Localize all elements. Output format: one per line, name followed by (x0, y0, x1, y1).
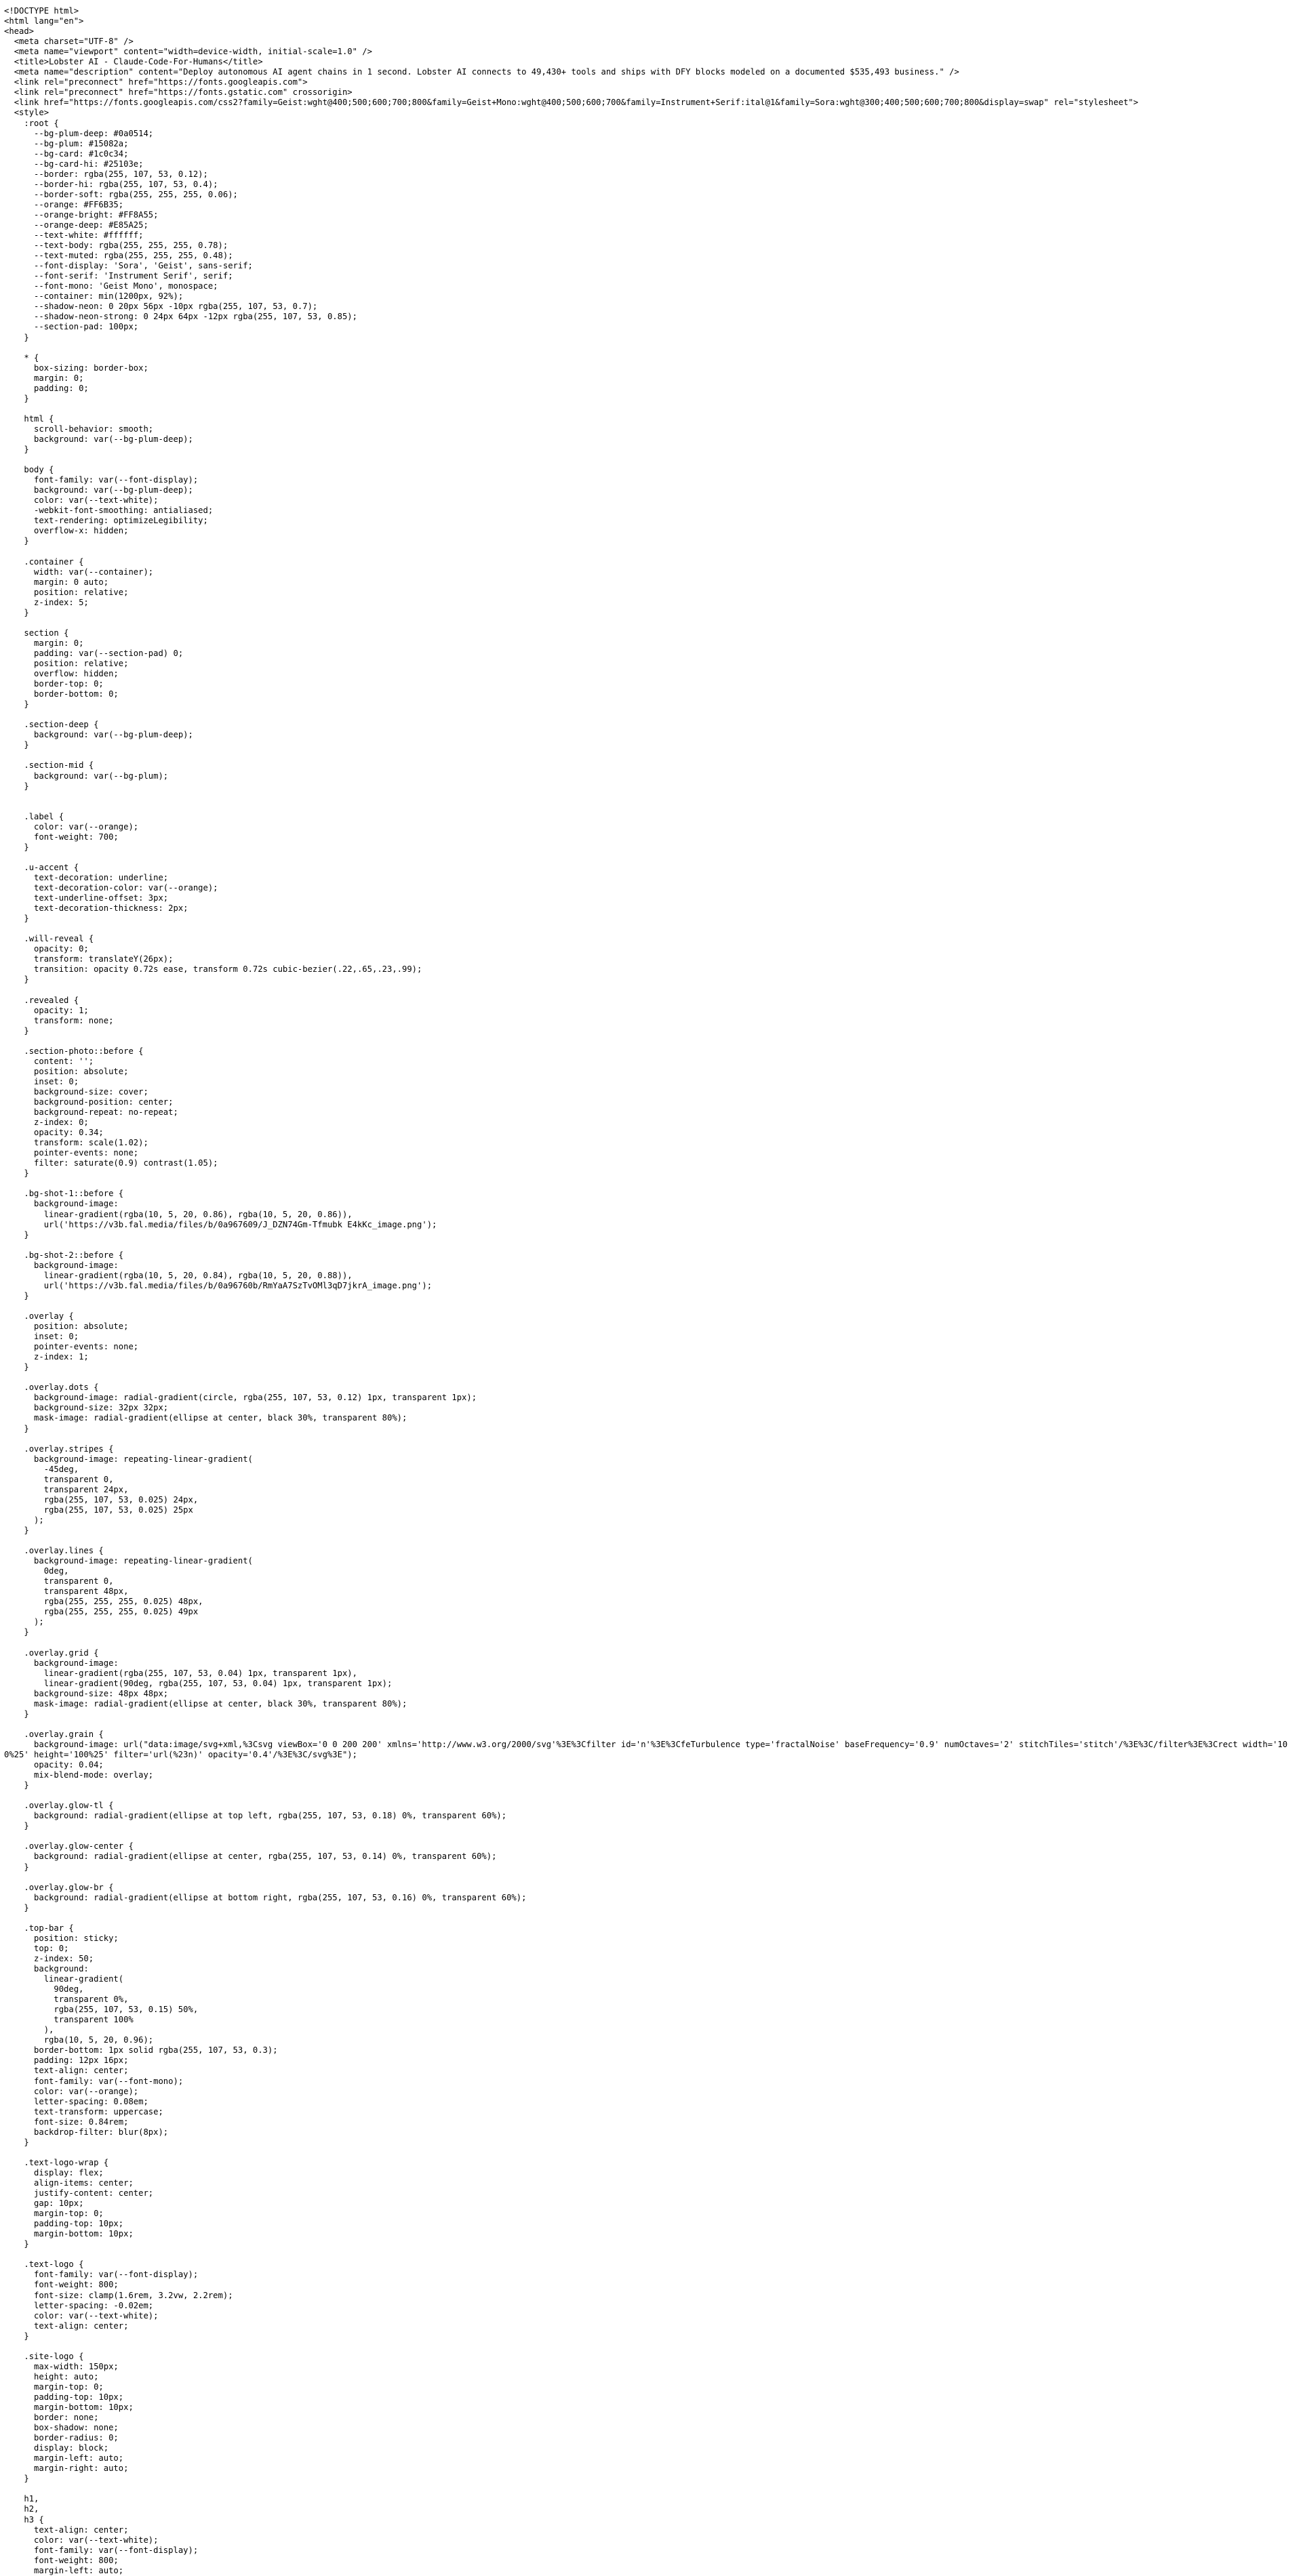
source-line (4, 1036, 1292, 1046)
source-line: text-rendering: optimizeLegibility; (4, 516, 208, 526)
source-line: .will-reveal { (4, 934, 94, 944)
source-line: body { (4, 465, 54, 475)
source-line: box-sizing: border-box; (4, 363, 148, 373)
source-line (4, 1179, 1292, 1189)
source-line (4, 1638, 1292, 1648)
source-line: linear-gradient( (4, 1974, 124, 1984)
source-line: <title>Lobster AI - Claude-Code-For-Humans</title> (4, 57, 263, 67)
source-line: } (4, 1229, 29, 1240)
source-line: rgba(255, 107, 53, 0.025) 24px, (4, 1494, 199, 1505)
source-line: backdrop-filter: blur(8px); (4, 2127, 169, 2137)
source-line: margin-left: auto; (4, 2565, 124, 2575)
source-line: ); (4, 1515, 44, 1525)
source-line: padding-top: 10px; (4, 2392, 124, 2402)
source-line: background: radial-gradient(ellipse at center, rgba(255, 107, 53, 0.14) 0%, transparent 60%); (4, 1852, 497, 1862)
source-line: <html lang="en"> (4, 16, 84, 26)
source-line: } (4, 1362, 29, 1372)
source-line (4, 2148, 1292, 2158)
source-line: } (4, 2239, 29, 2249)
source-line: <link rel="preconnect" href="https://fonts.gstatic.com" crossorigin> (4, 87, 353, 98)
source-line: margin-top: 0; (4, 2381, 104, 2392)
source-line: opacity: 0; (4, 944, 89, 954)
source-line: font-weight: 800; (4, 2280, 119, 2290)
source-line: background-position: center; (4, 1097, 174, 1107)
source-line: .u-accent { (4, 862, 79, 872)
source-line: .bg-shot-2::before { (4, 1250, 124, 1260)
source-line: font-family: var(--font-display); (4, 475, 199, 485)
source-line (4, 792, 1292, 802)
source-line: --bg-card-hi: #25103e; (4, 159, 144, 169)
source-line: } (4, 1290, 29, 1301)
source-line: margin: 0; (4, 638, 84, 648)
source-line: text-transform: uppercase; (4, 2106, 163, 2117)
source-line (4, 853, 1292, 863)
source-line: h1, (4, 2494, 39, 2504)
source-line: opacity: 1; (4, 1005, 89, 1015)
source-line: font-weight: 700; (4, 832, 119, 842)
source-line (4, 1873, 1292, 1883)
source-line (4, 618, 1292, 628)
source-line: .text-logo { (4, 2260, 84, 2270)
source-line: border-radius: 0; (4, 2433, 119, 2443)
source-line: .site-logo { (4, 2351, 84, 2361)
source-line: } (4, 2137, 29, 2147)
source-line: letter-spacing: -0.02em; (4, 2300, 154, 2310)
source-line: background-image: (4, 1199, 119, 1209)
source-line: transparent 48px, (4, 1587, 129, 1597)
source-line: margin-bottom: 10px; (4, 2403, 134, 2413)
source-line (4, 1301, 1292, 1311)
source-line: <meta charset="UTF-8" /> (4, 37, 134, 47)
source-line: rgba(255, 107, 53, 0.15) 50%, (4, 2005, 199, 2015)
source-line (4, 546, 1292, 556)
source-line (4, 2249, 1292, 2260)
source-line: mask-image: radial-gradient(ellipse at center, black 30%, transparent 80%); (4, 1413, 407, 1423)
source-line: } (4, 1025, 29, 1036)
source-line: background: var(--bg-plum-deep); (4, 730, 193, 740)
source-line: } (4, 393, 29, 403)
source-line: } (4, 1709, 29, 1719)
source-line: mask-image: radial-gradient(ellipse at center, black 30%, transparent 80%); (4, 1698, 407, 1709)
source-line: :root { (4, 118, 59, 128)
source-line: text-align: center; (4, 2524, 129, 2535)
source-line: h2, (4, 2504, 39, 2514)
source-line (4, 1372, 1292, 1383)
source-line: color: var(--text-white); (4, 2310, 159, 2321)
source-line (4, 2484, 1292, 2494)
source-line: opacity: 0.04; (4, 1760, 104, 1770)
source-line: } (4, 1862, 29, 1872)
source-line: transform: none; (4, 1015, 114, 1025)
source-line: filter: saturate(0.9) contrast(1.05); (4, 1158, 218, 1168)
source-line: } (4, 332, 29, 342)
source-line: rgba(255, 255, 255, 0.025) 48px, (4, 1597, 203, 1607)
source-line: -webkit-font-smoothing: antialiased; (4, 506, 214, 516)
source-line (4, 985, 1292, 996)
source-line: background-size: 48px 48px; (4, 1688, 169, 1698)
source-line: linear-gradient(rgba(255, 107, 53, 0.04) 1px, transparent 1px), (4, 1668, 357, 1678)
source-line: --orange-deep: #E85A25; (4, 220, 148, 230)
source-line: h3 { (4, 2514, 44, 2524)
source-line: } (4, 914, 29, 924)
source-line: margin-left: auto; (4, 2453, 124, 2463)
source-line: } (4, 781, 29, 791)
source-line: background-size: 32px 32px; (4, 1403, 169, 1413)
source-line: url('https://v3b.fal.media/files/b/0a96760b/RmYaA7SzTvOMl3qD7jkrA_image.png'); (4, 1280, 433, 1290)
source-line: transition: opacity 0.72s ease, transform 0.72s cubic-bezier(.22,.65,.23,.99); (4, 964, 422, 975)
source-line: rgba(255, 255, 255, 0.025) 49px (4, 1607, 199, 1617)
source-line: scroll-behavior: smooth; (4, 424, 154, 434)
source-line: } (4, 1902, 29, 1913)
source-line: overflow: hidden; (4, 669, 119, 679)
source-line (4, 1240, 1292, 1250)
source-line: background-size: cover; (4, 1086, 148, 1097)
source-line: } (4, 1168, 29, 1179)
source-line: background-repeat: no-repeat; (4, 1107, 178, 1118)
source-line: z-index: 5; (4, 597, 89, 607)
source-line: text-align: center; (4, 2066, 129, 2076)
source-line (4, 343, 1292, 353)
source-line: } (4, 1423, 29, 1433)
source-line: content: ''; (4, 1056, 94, 1066)
source-line: .text-logo-wrap { (4, 2157, 109, 2167)
source-line: .overlay.stripes { (4, 1444, 114, 1454)
source-line: .section-photo::before { (4, 1046, 144, 1056)
source-line: padding-top: 10px; (4, 2219, 124, 2229)
source-line: letter-spacing: 0.08em; (4, 2096, 148, 2106)
source-line: .label { (4, 811, 64, 821)
source-line (4, 710, 1292, 720)
source-line: z-index: 0; (4, 1118, 89, 1128)
source-line: .section-mid { (4, 760, 94, 771)
source-line: font-family: var(--font-mono); (4, 2076, 184, 2086)
source-line: background: var(--bg-plum-deep); (4, 434, 193, 444)
source-line: pointer-events: none; (4, 1148, 139, 1158)
source-line: color: var(--text-white); (4, 2535, 159, 2545)
source-line: opacity: 0.34; (4, 1128, 104, 1138)
source-line: box-shadow: none; (4, 2423, 119, 2433)
source-line: } (4, 975, 29, 985)
source-line: transparent 0%, (4, 1995, 129, 2005)
source-line: .overlay.glow-tl { (4, 1801, 114, 1811)
source-line: gap: 10px; (4, 2199, 84, 2209)
source-line: margin-right: auto; (4, 2463, 129, 2474)
source-line (4, 750, 1292, 760)
source-line: font-size: clamp(1.6rem, 3.2vw, 2.2rem); (4, 2290, 233, 2300)
source-line: transparent 0, (4, 1474, 114, 1484)
source-line: background: (4, 1964, 89, 1974)
source-line: -45deg, (4, 1464, 79, 1474)
source-line: .overlay.glow-br { (4, 1882, 114, 1892)
source-line: <style> (4, 108, 49, 118)
source-line: } (4, 1627, 29, 1637)
source-line: z-index: 1; (4, 1352, 89, 1362)
source-line: section { (4, 628, 69, 638)
source-line: linear-gradient(rgba(10, 5, 20, 0.86), rgba(10, 5, 20, 0.86)), (4, 1209, 353, 1219)
source-line: z-index: 50; (4, 1953, 94, 1963)
source-line: <link rel="preconnect" href="https://fonts.googleapis.com"> (4, 77, 308, 87)
source-line: text-decoration: underline; (4, 872, 169, 882)
source-line (4, 2342, 1292, 2352)
source-line: linear-gradient(90deg, rgba(255, 107, 53, 0.04) 1px, transparent 1px); (4, 1678, 393, 1688)
source-line: background-image: url("data:image/svg+xml,%3Csvg viewBox='0 0 200 200' xmlns='http://www.w3.org/2000/svg'%3E%3Cfilter id='n'%3E%3CfeTurbulence type='fractalNoise' baseFrequency='0.9' numOctaves='2' stitchTiles='stitch'/%3E%3C/filter%3E%3Crect width='100%25' height='100%25' filter='url(%23n)' opacity='0.4'/%3E%3C/svg%3E"); (4, 1739, 1288, 1760)
source-line: } (4, 1525, 29, 1535)
source-line: --shadow-neon-strong: 0 24px 64px -12px rgba(255, 107, 53, 0.85); (4, 312, 357, 322)
source-line: position: sticky; (4, 1933, 119, 1943)
source-line (4, 1434, 1292, 1444)
source-line: mix-blend-mode: overlay; (4, 1770, 154, 1780)
source-line: background: var(--bg-plum-deep); (4, 485, 193, 495)
source-line: --text-muted: rgba(255, 255, 255, 0.48); (4, 251, 233, 261)
source-line: --border-hi: rgba(255, 107, 53, 0.4); (4, 179, 218, 189)
source-line: .overlay.dots { (4, 1383, 99, 1393)
source-line: 0deg, (4, 1566, 69, 1576)
source-line: color: var(--text-white); (4, 495, 159, 506)
source-line: } (4, 1821, 29, 1831)
source-line: top: 0; (4, 1943, 69, 1953)
source-line: transparent 100% (4, 2015, 134, 2025)
source-line (4, 802, 1292, 812)
source-line (4, 1791, 1292, 1801)
source-line: border: none; (4, 2413, 99, 2423)
source-line: font-size: 0.84rem; (4, 2117, 129, 2127)
source-line: font-family: var(--font-display); (4, 2270, 199, 2280)
source-line (4, 1831, 1292, 1841)
source-line: linear-gradient(rgba(10, 5, 20, 0.84), rgba(10, 5, 20, 0.88)), (4, 1270, 353, 1280)
source-line: position: relative; (4, 587, 129, 597)
source-line: transparent 0, (4, 1576, 114, 1587)
source-line: } (4, 445, 29, 455)
source-line (4, 1913, 1292, 1923)
source-line: .overlay.grid { (4, 1648, 99, 1658)
source-line: background-image: radial-gradient(circle, rgba(255, 107, 53, 0.12) 1px, transparent 1px); (4, 1393, 477, 1403)
source-line: border-top: 0; (4, 679, 104, 689)
source-line: --bg-plum-deep: #0a0514; (4, 128, 154, 138)
source-line: .container { (4, 556, 84, 567)
source-line: .bg-shot-1::before { (4, 1189, 124, 1199)
source-line: color: var(--orange); (4, 2086, 139, 2096)
source-line: position: absolute; (4, 1066, 129, 1076)
source-line: 90deg, (4, 1984, 84, 1995)
source-line (4, 1719, 1292, 1730)
source-line: } (4, 699, 29, 710)
source-line: padding: var(--section-pad) 0; (4, 648, 184, 658)
source-line: text-underline-offset: 3px; (4, 893, 169, 903)
source-line: background-image: (4, 1658, 119, 1668)
source-line: rgba(255, 107, 53, 0.025) 25px (4, 1505, 193, 1515)
source-line: text-decoration-thickness: 2px; (4, 903, 188, 914)
source-line: font-weight: 800; (4, 2555, 119, 2565)
source-line: .section-deep { (4, 720, 99, 730)
source-line: .overlay.glow-center { (4, 1841, 134, 1852)
source-line: position: absolute; (4, 1322, 129, 1332)
source-code-view (4, 6, 1292, 2576)
source-line: background-image: repeating-linear-gradient( (4, 1556, 253, 1566)
source-line: } (4, 536, 29, 546)
source-line: } (4, 2331, 29, 2341)
source-line: margin-bottom: 10px; (4, 2229, 134, 2239)
source-line (4, 455, 1292, 465)
source-line: height: auto; (4, 2371, 99, 2381)
source-line: text-decoration-color: var(--orange); (4, 883, 218, 893)
source-line: --section-pad: 100px; (4, 322, 139, 332)
source-line: } (4, 2474, 29, 2484)
source-line: <link href="https://fonts.googleapis.com/css2?family=Geist:wght@400;500;600;700;800&family=Geist+Mono:wght@400;500;600;700&family=Instrument+Serif:ital@1&family=Sora:wght@300;400;500;600;700;800&display=swap" rel="stylesheet"> (4, 98, 1138, 108)
source-line: --font-mono: 'Geist Mono', monospace; (4, 281, 218, 291)
source-line: --font-serif: 'Instrument Serif', serif; (4, 271, 233, 281)
source-line: max-width: 150px; (4, 2361, 119, 2371)
source-line: --border-soft: rgba(255, 255, 255, 0.06); (4, 189, 238, 199)
source-line: inset: 0; (4, 1076, 79, 1086)
source-line: margin-top: 0; (4, 2209, 104, 2219)
source-line: ); (4, 1617, 44, 1627)
source-line: --shadow-neon: 0 20px 56px -10px rgba(255, 107, 53, 0.7); (4, 302, 318, 312)
source-line: --text-body: rgba(255, 255, 255, 0.78); (4, 241, 228, 251)
source-line: align-items: center; (4, 2178, 134, 2188)
source-line: .top-bar { (4, 1923, 74, 1933)
source-line: transparent 24px, (4, 1484, 129, 1494)
source-line (4, 924, 1292, 934)
source-line (4, 1536, 1292, 1546)
source-line: background: radial-gradient(ellipse at top left, rgba(255, 107, 53, 0.18) 0%, transparent 60%); (4, 1811, 507, 1821)
source-line: .overlay.lines { (4, 1546, 104, 1556)
source-line: width: var(--container); (4, 567, 154, 577)
source-line: <meta name="viewport" content="width=device-width, initial-scale=1.0" /> (4, 47, 372, 57)
source-line: color: var(--orange); (4, 821, 139, 832)
source-line: --orange-bright: #FF8A55; (4, 209, 159, 220)
source-line: } (4, 1780, 29, 1791)
source-line: font-family: var(--font-display); (4, 2545, 199, 2555)
source-line: --font-display: 'Sora', 'Geist', sans-serif; (4, 261, 253, 271)
source-line: justify-content: center; (4, 2188, 154, 2199)
source-line: transform: scale(1.02); (4, 1138, 148, 1148)
source-line: padding: 0; (4, 383, 89, 393)
source-line: .revealed { (4, 995, 79, 1005)
source-line: border-bottom: 1px solid rgba(255, 107, 53, 0.3); (4, 2045, 278, 2056)
source-line: background-image: (4, 1260, 119, 1270)
source-line: } (4, 842, 29, 852)
source-line: display: block; (4, 2443, 109, 2453)
source-line: <!DOCTYPE html> (4, 6, 79, 16)
source-line: background-image: repeating-linear-gradient( (4, 1454, 253, 1464)
source-line (4, 404, 1292, 414)
source-line: .overlay.grain { (4, 1729, 104, 1739)
source-line: } (4, 607, 29, 617)
source-line: display: flex; (4, 2167, 104, 2178)
source-line: position: relative; (4, 659, 129, 668)
source-line: <meta name="description" content="Deploy autonomous AI agent chains in 1 second. Lobster AI connects to 49,430+ tools and ships with DFY blocks modeled on a documented $535,493 business." /> (4, 67, 959, 77)
source-line: rgba(10, 5, 20, 0.96); (4, 2035, 154, 2045)
source-line: --bg-plum: #15082a; (4, 138, 129, 148)
source-line: ), (4, 2025, 54, 2035)
source-line: pointer-events: none; (4, 1342, 139, 1352)
source-line: <head> (4, 26, 35, 37)
source-line: html { (4, 413, 54, 424)
source-line: } (4, 740, 29, 750)
source-line: padding: 12px 16px; (4, 2056, 129, 2066)
source-line: --border: rgba(255, 107, 53, 0.12); (4, 169, 208, 179)
source-line: border-bottom: 0; (4, 689, 119, 699)
source-line: overflow-x: hidden; (4, 526, 129, 536)
source-line: inset: 0; (4, 1332, 79, 1342)
source-line: url('https://v3b.fal.media/files/b/0a967609/J_DZN74Gm-Tfmubk E4kKc_image.png'); (4, 1219, 437, 1229)
source-line: transform: translateY(26px); (4, 954, 174, 964)
source-line: background: var(--bg-plum); (4, 771, 169, 781)
source-line: --bg-card: #1c0c34; (4, 148, 129, 159)
source-line: margin: 0 auto; (4, 577, 109, 587)
source-line: * { (4, 352, 39, 363)
source-line: .overlay { (4, 1311, 74, 1321)
source-line: text-align: center; (4, 2321, 129, 2331)
source-line: --text-white: #ffffff; (4, 230, 144, 241)
source-line: --orange: #FF6B35; (4, 199, 124, 209)
source-line: background: radial-gradient(ellipse at bottom right, rgba(255, 107, 53, 0.16) 0%, transparent 60%); (4, 1892, 527, 1902)
source-line: --container: min(1200px, 92%); (4, 291, 184, 302)
source-line: margin: 0; (4, 373, 84, 383)
